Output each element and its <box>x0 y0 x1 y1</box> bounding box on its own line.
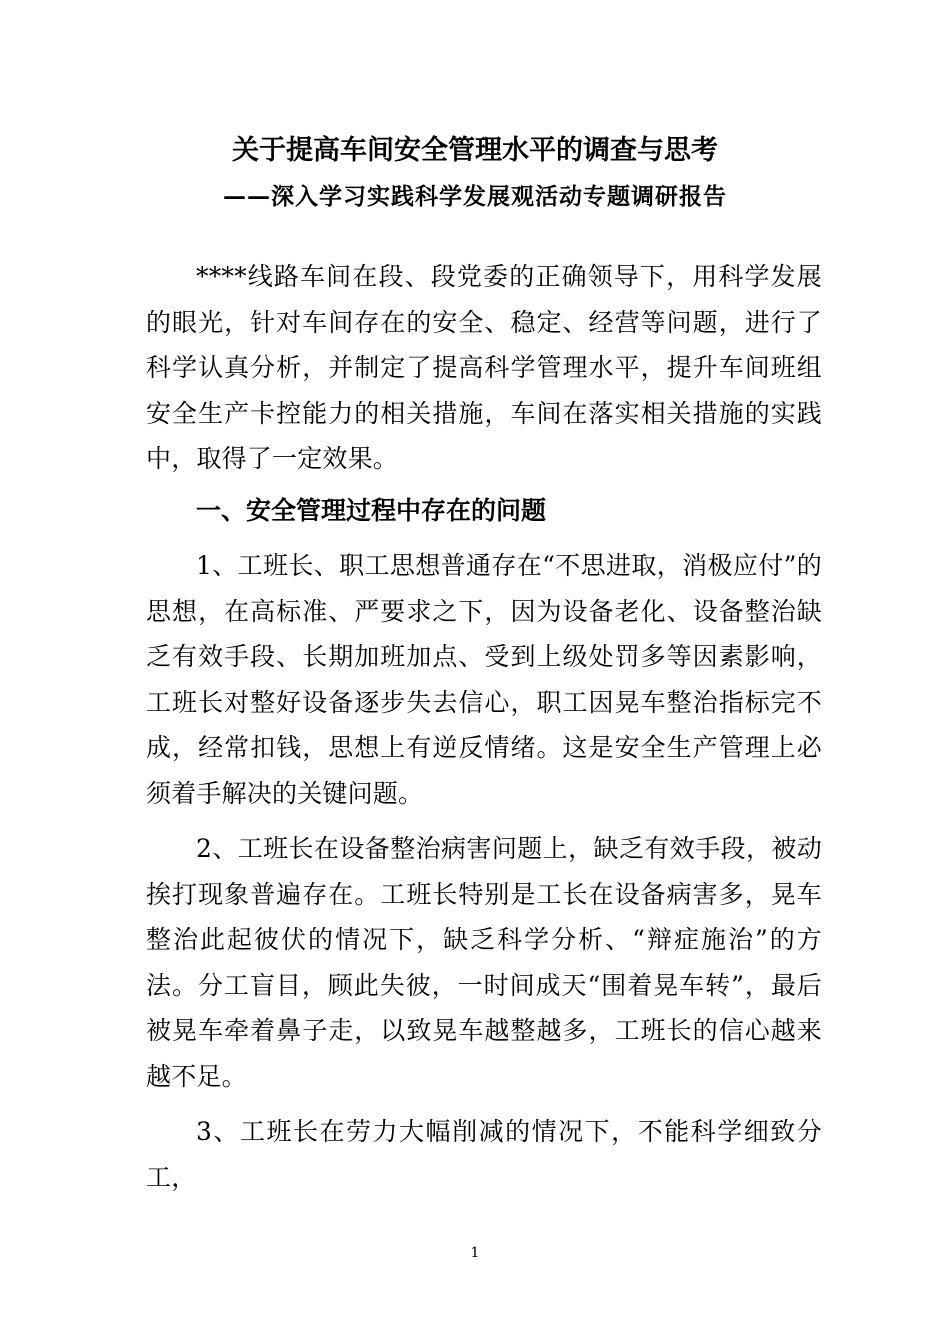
problem-item-2: 2、工班长在设备整治病害问题上，缺乏有效手段，被动挨打现象普遍存在。工班长特别是工长在设备病害多，晃车整治此起彼伏的情况下，缺乏科学分析、“辩症施治”的方法。分工盲目，顾此失彼，一时间成天“围着晃车转”，最后被晃车牵着鼻子走，以致晃车越整越多，工班长的信心越来越不足。 <box>146 834 822 1091</box>
problem-item-3: 3、工班长在劳力大幅削减的情况下，不能科学细致分工， <box>146 1117 822 1192</box>
section-heading-problems: 一、安全管理过程中存在的问题 <box>196 495 547 525</box>
document-subtitle: ——深入学习实践科学发展观活动专题调研报告 <box>223 183 727 210</box>
document-body <box>146 254 822 1200</box>
problem-item-1: 1、工班长、职工思想普通存在“不思进取，消极应付”的思想，在高标准、严要求之下，因为设备老化、设备整治缺乏有效手段、长期加班加点、受到上级处罚多等因素影响，工班长对整好设备逐步失去信心，职工因晃车整治指标完不成，经常扣钱，思想上有逆反情绪。这是安全生产管理上必须着手解决的关键问题。 <box>146 551 822 808</box>
page-number: 1 <box>470 1245 480 1261</box>
intro-paragraph: ****线路车间在段、段党委的正确领导下，用科学发展的眼光，针对车间存在的安全、稳定、经营等问题，进行了科学认真分析，并制定了提高科学管理水平，提升车间班组安全生产卡控能力的相关措施，车间在落实相关措施的实践中，取得了一定效果。 <box>146 262 822 473</box>
document-title: 关于提高车间安全管理水平的调查与思考 <box>232 135 718 166</box>
